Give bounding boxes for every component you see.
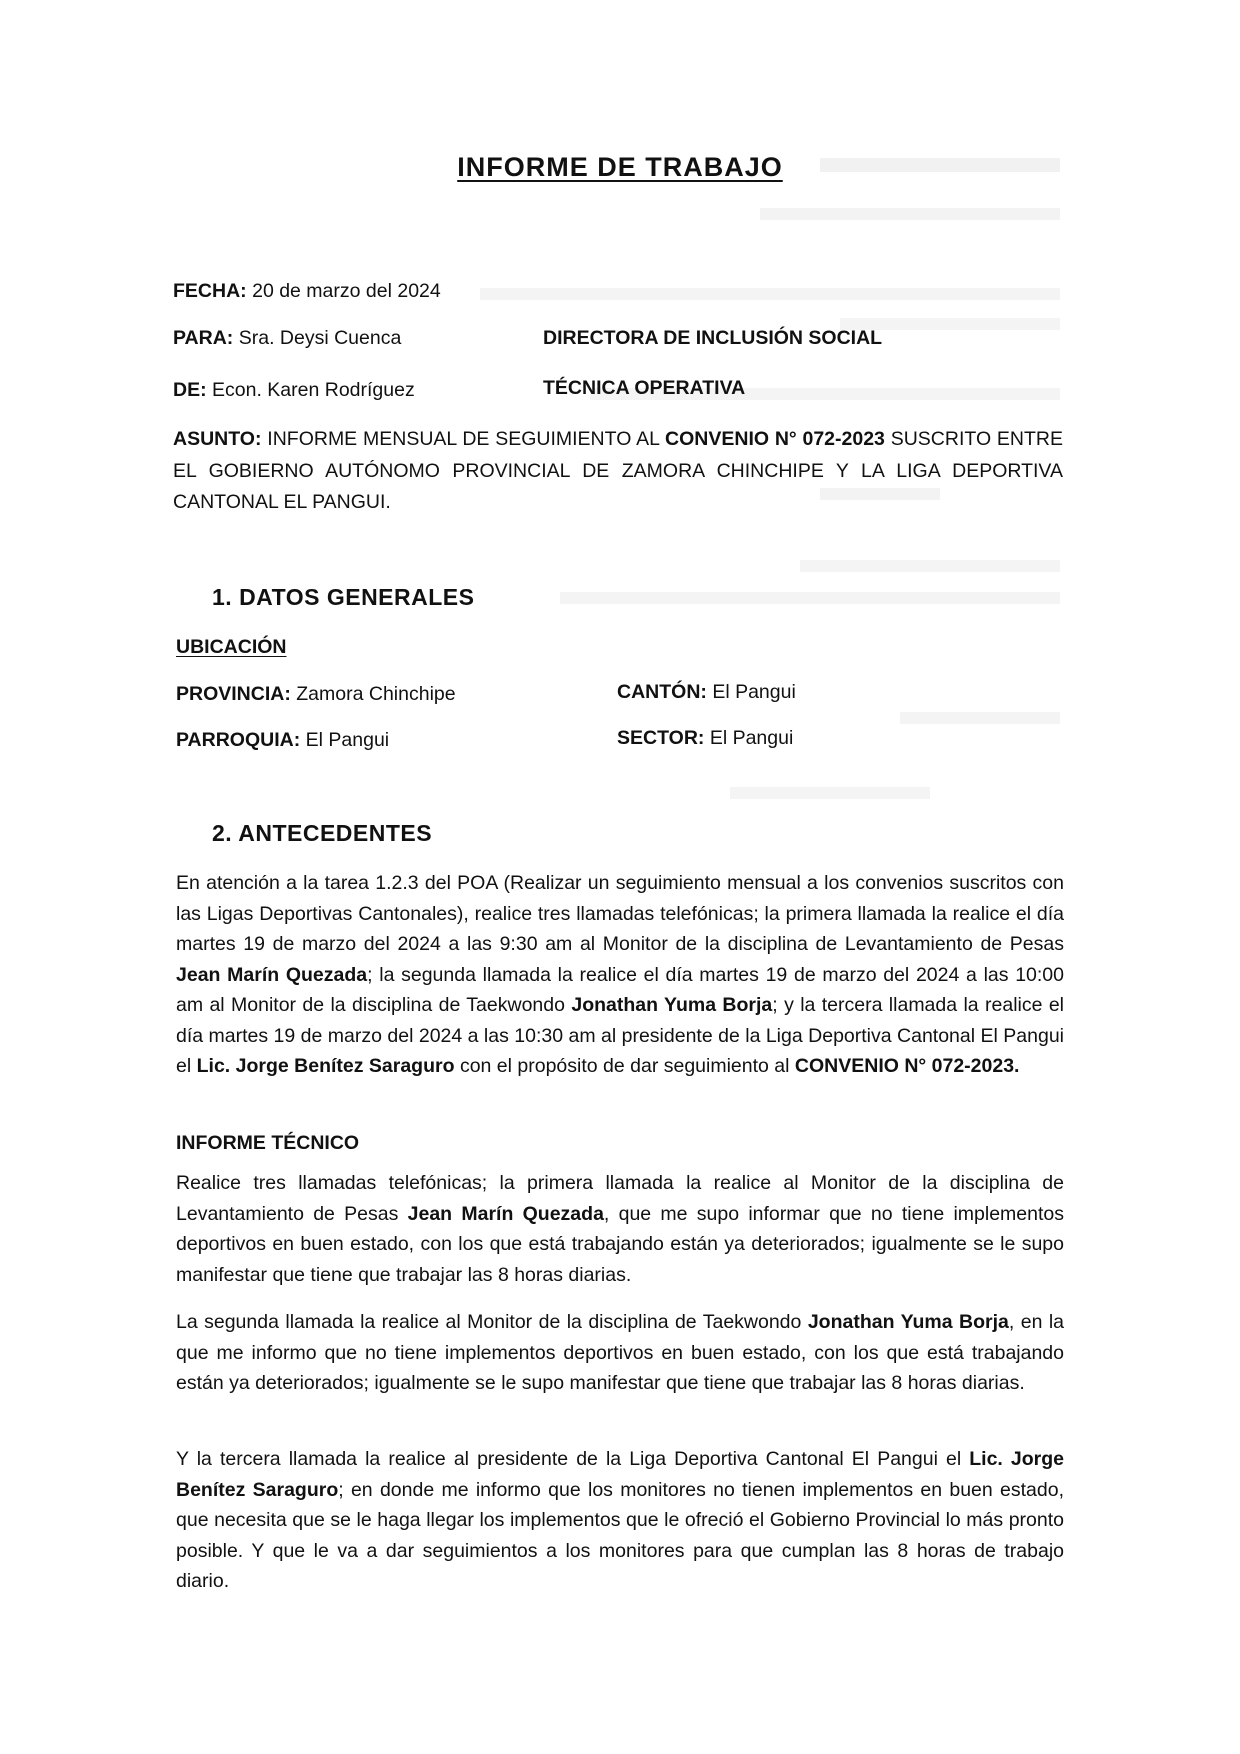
fecha-row: [173, 280, 441, 303]
asunto-text-pre: INFORME MENSUAL DE SEGUIMIENTO AL: [267, 428, 660, 450]
fecha-value: 20 de marzo del 2024: [252, 280, 441, 302]
canton-label: CANTÓN:: [617, 681, 707, 703]
p2-text-2: , que me supo informar que no tiene implementos deportivos en buen estado, con los que está trabajando están ya deteriorados; igualmente se le supo manifestar que tiene que trabajar las 8 horas diarias.: [176, 1202, 1064, 1286]
p4-text-2: ; en donde me informo que los monitores no tienen implementos en buen estado, que necesita que se le haga llegar los implementos que le ofreció el Gobierno Provincial lo más pronto posible. Y que le va a dar seguimientos a los monitores para que cumplan las 8 horas de trabajo diario.: [176, 1478, 1064, 1592]
ubicacion-label: UBICACIÓN: [176, 636, 287, 658]
canton-row: [617, 681, 796, 704]
informe-paragraph-3: [176, 1444, 1064, 1597]
asunto-label: ASUNTO:: [173, 428, 262, 450]
p2-name-jean: Jean Marín Quezada: [407, 1202, 604, 1225]
provincia-value: Zamora Chinchipe: [296, 683, 456, 705]
p4-text-1: Y la tercera llamada la realice al presidente de la Liga Deportiva Cantonal El Pangui el: [176, 1448, 962, 1470]
de-role: TÉCNICA OPERATIVA: [543, 377, 746, 399]
de-row: [173, 379, 415, 402]
fecha-label: FECHA:: [173, 280, 247, 302]
de-value: Econ. Karen Rodríguez: [212, 379, 415, 401]
section-heading-datos-generales: 1. DATOS GENERALES: [212, 584, 475, 610]
parroquia-value: El Pangui: [305, 729, 390, 751]
antecedentes-paragraph: [176, 868, 1064, 1082]
p1-convenio: CONVENIO N° 072-2023.: [794, 1055, 1020, 1077]
provincia-label: PROVINCIA:: [176, 683, 291, 705]
p1-text-3: ; y la tercera llamada la realice el día martes 19 de marzo del 2024 a las 10:30 am al presidente de la Liga Deportiva Cantonal El Pangui el: [176, 994, 1065, 1077]
informe-tecnico-heading: INFORME TÉCNICO: [176, 1132, 360, 1154]
informe-paragraph-2: [176, 1307, 1064, 1399]
asunto-text-post: SUSCRITO ENTRE EL GOBIERNO AUTÓNOMO PROVINCIAL DE ZAMORA CHINCHIPE Y LA LIGA DEPORTIVA CANTONAL EL PANGUI.: [173, 428, 1063, 513]
para-value: Sra. Deysi Cuenca: [238, 327, 402, 349]
canton-value: El Pangui: [712, 681, 796, 703]
parroquia-label: PARROQUIA:: [176, 729, 301, 751]
document-title: INFORME DE TRABAJO: [457, 152, 783, 182]
p1-name-jonathan: Jonathan Yuma Borja: [571, 994, 773, 1016]
p3-text-2: , en la que me informo que no tiene implementos deportivos en buen estado, con los que está trabajando están ya deteriorados; igualmente se le supo manifestar que tiene que trabajar las 8 horas diarias.: [176, 1311, 1065, 1394]
parroquia-row: [176, 729, 389, 752]
p1-name-jean: Jean Marín Quezada: [176, 963, 368, 986]
informe-paragraph-1: [176, 1168, 1064, 1290]
para-row: [173, 327, 401, 350]
para-role: DIRECTORA DE INCLUSIÓN SOCIAL: [543, 327, 883, 349]
p1-text-4: con el propósito de dar seguimiento al: [459, 1055, 790, 1077]
p3-text-1: La segunda llamada la realice al Monitor de la disciplina de Taekwondo: [176, 1311, 802, 1333]
provincia-row: [176, 683, 456, 706]
section-heading-antecedentes: 2. ANTECEDENTES: [212, 820, 433, 846]
p4-name-jorge: Lic. Jorge Benítez Saraguro: [176, 1448, 1064, 1501]
asunto-convenio: CONVENIO N° 072-2023: [665, 428, 885, 450]
sector-row: [617, 727, 793, 750]
p2-text-1: Realice tres llamadas telefónicas; la primera llamada la realice al Monitor de la disciplina de Levantamiento de Pesas: [176, 1172, 1064, 1225]
de-label: DE:: [173, 379, 207, 401]
sector-label: SECTOR:: [617, 727, 705, 749]
p3-name-jonathan: Jonathan Yuma Borja: [807, 1311, 1009, 1333]
p1-name-jorge: Lic. Jorge Benítez Saraguro: [196, 1055, 455, 1077]
para-label: PARA:: [173, 327, 234, 349]
p1-text-1: En atención a la tarea 1.2.3 del POA (Realizar un seguimiento mensual a los convenios suscritos con las Ligas Deportivas Cantonales), realice tres llamadas telefónicas; la primera llamada la realice el día martes 19 de marzo del 2024 a las 9:30 am al Monitor de la disciplina de Levantamiento de Pesas: [176, 872, 1064, 955]
asunto-block: [173, 424, 1063, 519]
p1-text-2: ; la segunda llamada la realice el día martes 19 de marzo del 2024 a las 10:00 am al Monitor de la disciplina de Taekwondo: [176, 963, 1064, 1016]
sector-value: El Pangui: [709, 727, 794, 749]
